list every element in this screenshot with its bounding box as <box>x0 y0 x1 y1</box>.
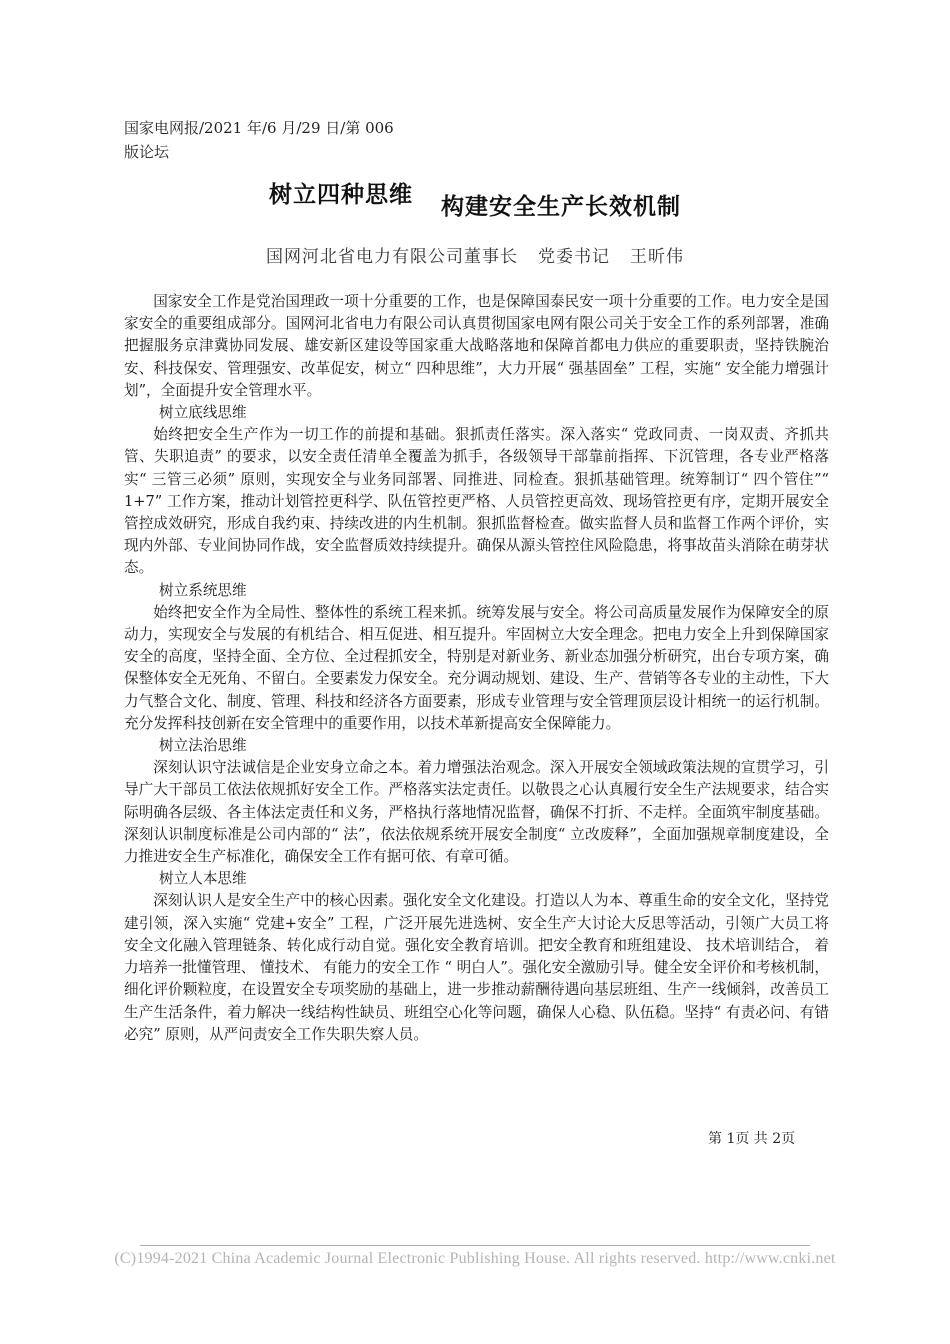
section-heading: 树立系统思维 <box>159 581 247 599</box>
article-title <box>0 182 950 220</box>
article-title-part1: 树立四种思维 <box>269 182 413 208</box>
author-line <box>0 242 950 267</box>
footer-divider <box>140 1245 810 1246</box>
article-title-part2: 构建安全生产长效机制 <box>441 194 681 220</box>
paragraph: 深刻认识守法诚信是企业安身立命之本。着力增强法治观念。深入开展安全领域政策法规的宣贯学习，引导广大干部员工依法依规抓好安全工作。严格落实法定责任。以敬畏之心认真履行安全生产法规要求，结合实际明确各层级、各主体法定责任和义务，严格执行落地情况监督，确保不打折、不走样。全面筑牢制度基础。深刻认识制度标准是公司内部的“ 法”，依法依规系统开展安全制度“ 立改废释”，全面加强规章制度建设，全力推进安全生产标准化，确保安全工作有据可依、有章可循。 <box>124 759 829 866</box>
author-role: 党委书记 <box>538 247 610 267</box>
section-heading: 树立人本思维 <box>159 870 247 888</box>
paragraph: 国家安全工作是党治国理政一项十分重要的工作，也是保障国泰民安一项十分重要的工作。电力安全是国家安全的重要组成部分。国网河北省电力有限公司认真贯彻国家电网有限公司关于安全工作的系列部署，准确把握服务京津冀协同发展、雄安新区建设等国家重大战略落地和保障首都电力供应的重要职责，坚持铁腕治安、科技保安、管理强安、改革促安，树立“ 四种思维”，大力开展“ 强基固垒” 工程，实施“ 安全能力增强计划”，全面提升安全管理水平。 <box>124 293 829 399</box>
source-line-1: 国家电网报/2021 年/6 月/29 日/第 006 <box>124 119 394 137</box>
section-heading: 树立底线思维 <box>159 404 247 422</box>
page-number: 第 1页 共 2页 <box>708 1131 796 1147</box>
author-name: 王昕伟 <box>630 247 684 267</box>
paragraph: 始终把安全生产作为一切工作的前提和基础。狠抓责任落实。深入落实“ 党政同责、一岗双责、齐抓共管、失职追责” 的要求，以安全责任清单全覆盖为抓手，各级领导干部靠前指挥、下沉管理，各专业严格落实“ 三管三必须” 原则，实现安全与业务同部署、同推进、同检查。狠抓基础管理。统筹制订“ 四个管住”“ 1+7” 工作方案，推动计划管控更科学、队伍管控更严格、人员管控更高效、现场管控更有序，定期开展安全管控成效研究，形成自我约束、持续改进的内生机制。狠抓监督检查。做实监督人员和监督工作两个评价，实现内外部、专业间协同作战，安全监督质效持续提升。确保从源头管控住风险隐患，将事故苗头消除在萌芽状态。 <box>124 426 829 577</box>
paragraph: 深刻认识人是安全生产中的核心因素。强化安全文化建设。打造以人为本、尊重生命的安全文化，坚持党建引领，深入实施“ 党建+安全” 工程，广泛开展先进选树、安全生产大讨论大反思等活动，引领广大员工将安全文化融入管理链条、转化成行动自觉。强化安全教育培训。把安全教育和班组建设、 技术培训结合， 着力培养一批懂管理、 懂技术、 有能力的安全工作 “ 明白人”。强化安全激励引导。健全安全评价和考核机制，细化评价颗粒度，在设置安全专项奖励的基础上，进一步推动薪酬待遇向基层班组、生产一线倾斜，改善员工生产生活条件，着力解决一线结构性缺员、班组空心化等问题，确保人心稳、队伍稳。坚持“ 有责必问、有错必究” 原则，从严问责安全工作失职失察人员。 <box>124 892 829 1043</box>
section-heading: 树立法治思维 <box>159 737 247 755</box>
source-line-2: 版论坛 <box>124 143 170 161</box>
article-body <box>124 291 829 1046</box>
source-line <box>124 116 394 164</box>
paragraph: 始终把安全作为全局性、整体性的系统工程来抓。统筹发展与安全。将公司高质量发展作为保障安全的原动力，实现安全与发展的有机结合、相互促进、相互提升。牢固树立大安全理念。把电力安全上升到保障国家安全的高度，坚持全面、全方位、全过程抓安全，特别是对新业务、新业态加强分析研究，出台专项方案，确保整体安全无死角、不留白。全要素发力保安全。充分调动规划、建设、生产、营销等各专业的主动性，下大力气整合文化、制度、管理、科技和经济各方面要素，形成专业管理与安全管理顶层设计相统一的运行机制。充分发挥科技创新在安全管理中的重要作用，以技术革新提高安全保障能力。 <box>124 603 829 732</box>
copyright-footer: (C)1994-2021 China Academic Journal Electronic Publishing House. All rights reserved. http://www.cnki.net <box>114 1250 836 1267</box>
author-org: 国网河北省电力有限公司董事长 <box>266 247 518 267</box>
